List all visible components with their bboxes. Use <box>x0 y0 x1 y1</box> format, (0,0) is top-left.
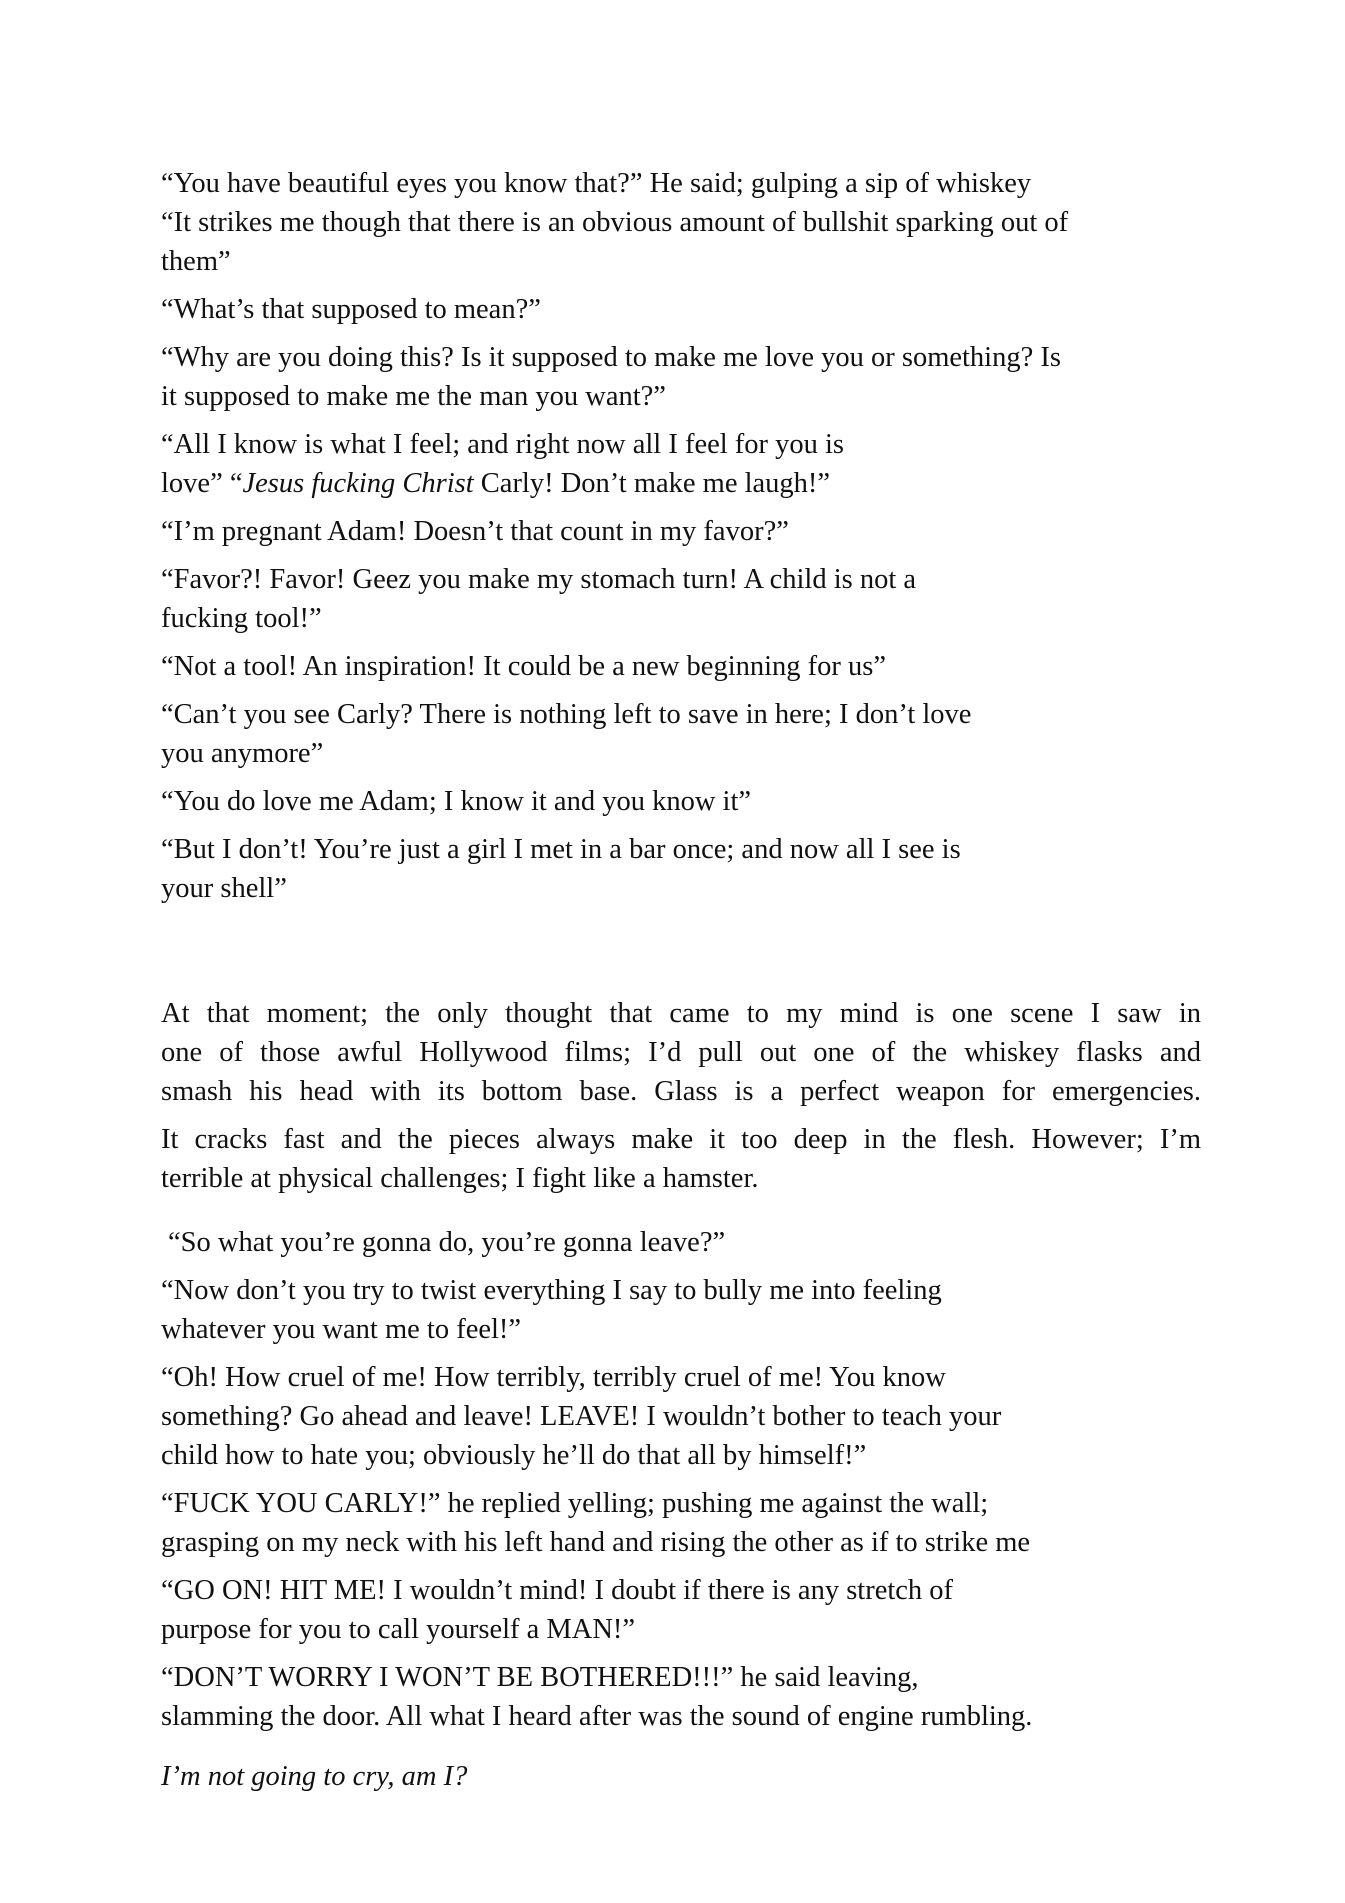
text-line: “All I know is what I feel; and right now all I feel for you is <box>161 429 845 460</box>
dialogue-paragraph <box>161 647 1201 686</box>
dialogue-paragraph <box>161 290 1201 329</box>
text-line: At that moment; the only thought that came to my mind is one scene I saw in <box>161 998 1201 1029</box>
text-line: “What’s that supposed to mean?” <box>161 294 541 325</box>
dialogue-paragraph <box>161 695 1201 773</box>
text-line: “Can’t you see Carly? There is nothing left to save in here; I don’t love <box>161 699 972 730</box>
text-line-mixed <box>161 464 1201 503</box>
text-line: grasping on my neck with his left hand and rising the other as if to strike me <box>161 1527 1031 1558</box>
text-line: “Now don’t you try to twist everything I say to bully me into feeling <box>161 1275 942 1306</box>
text-line: “You have beautiful eyes you know that?” He said; gulping a sip of whiskey <box>161 168 1032 199</box>
dialogue-paragraph <box>161 338 1201 416</box>
text-line: smash his head with its bottom base. Glass is a perfect weapon for emergencies. <box>161 1076 1201 1107</box>
dialogue-paragraph <box>161 830 1201 908</box>
text-line: “You do love me Adam; I know it and you know it” <box>161 786 752 817</box>
text-line: purpose for you to call yourself a MAN!” <box>161 1614 636 1645</box>
italic-exclamation: Jesus fucking Christ <box>242 468 474 499</box>
text-line: slamming the door. All what I heard after was the sound of engine rumbling. <box>161 1701 1033 1732</box>
text-line: “Oh! How cruel of me! How terribly, terribly cruel of me! You know <box>161 1362 946 1393</box>
dialogue-paragraph <box>161 1223 1201 1262</box>
text-line: “DON’T WORRY I WON’T BE BOTHERED!!!” he said leaving, <box>161 1662 919 1693</box>
text-line: “Why are you doing this? Is it supposed to make me love you or something? Is <box>161 342 1061 373</box>
text-segment: Carly! Don’t make me laugh!” <box>473 468 831 499</box>
dialogue-paragraph <box>161 1358 1201 1475</box>
page-body <box>161 164 1201 1825</box>
dialogue-paragraph <box>161 1484 1201 1562</box>
text-line: one of those awful Hollywood films; I’d pull out one of the whiskey flasks and <box>161 1037 1201 1068</box>
text-segment: love” “ <box>161 468 243 499</box>
text-line: “But I don’t! You’re just a girl I met in a bar once; and now all I see is <box>161 834 961 865</box>
dialogue-paragraph <box>161 1271 1201 1349</box>
text-line: “Favor?! Favor! Geez you make my stomach turn! A child is not a <box>161 564 917 595</box>
text-line: it supposed to make me the man you want?” <box>161 381 666 412</box>
text-line: you anymore” <box>161 738 324 769</box>
text-line: “So what you’re gonna do, you’re gonna leave?” <box>168 1227 726 1258</box>
section-spacer <box>161 1207 1201 1223</box>
text-line: “FUCK YOU CARLY!” he replied yelling; pushing me against the wall; <box>161 1488 989 1519</box>
text-line: whatever you want me to feel!” <box>161 1314 522 1345</box>
text-line: “Not a tool! An inspiration! It could be a new beginning for us” <box>161 651 886 682</box>
dialogue-paragraph <box>161 1658 1201 1736</box>
dialogue-paragraph <box>161 782 1201 821</box>
dialogue-paragraph <box>161 1571 1201 1649</box>
text-line: something? Go ahead and leave! LEAVE! I wouldn’t bother to teach your <box>161 1401 1002 1432</box>
closing-line: I’m not going to cry, am I? <box>161 1761 468 1792</box>
text-line: “GO ON! HIT ME! I wouldn’t mind! I doubt if there is any stretch of <box>161 1575 954 1606</box>
narration-paragraph <box>161 1120 1201 1198</box>
dialogue-paragraph <box>161 164 1201 281</box>
text-line: them” <box>161 246 231 277</box>
text-line: terrible at physical challenges; I fight like a hamster. <box>161 1163 759 1194</box>
text-line: fucking tool!” <box>161 603 322 634</box>
text-line: child how to hate you; obviously he’ll do that all by himself!” <box>161 1440 867 1471</box>
narration-paragraph <box>161 994 1201 1111</box>
text-line: It cracks fast and the pieces always make it too deep in the flesh. However; I’m <box>161 1124 1201 1155</box>
section-spacer <box>161 917 1201 994</box>
text-line: “I’m pregnant Adam! Doesn’t that count in my favor?” <box>161 516 789 547</box>
dialogue-paragraph <box>161 425 1201 503</box>
text-line: “It strikes me though that there is an obvious amount of bullshit sparking out of <box>161 207 1069 238</box>
dialogue-paragraph <box>161 560 1201 638</box>
dialogue-paragraph <box>161 512 1201 551</box>
text-line: your shell” <box>161 873 287 904</box>
